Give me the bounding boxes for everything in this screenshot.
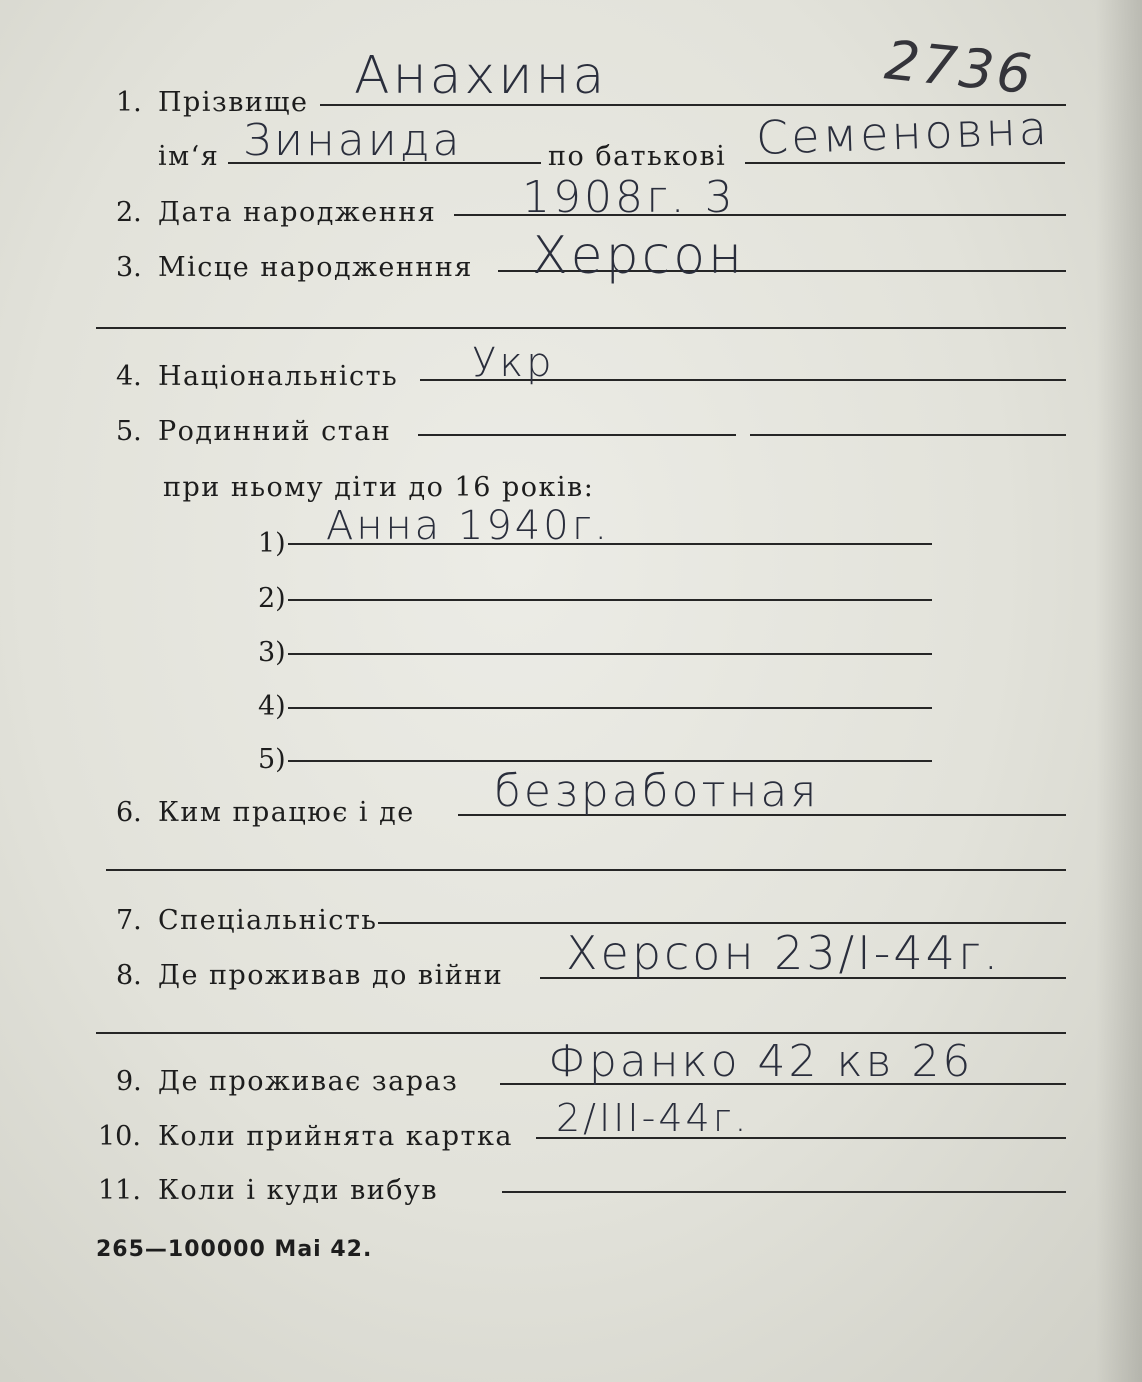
marital-label: Родинний стан <box>158 416 392 447</box>
child-5-marker: 5) <box>258 744 286 775</box>
birth-place-line-2 <box>96 327 1066 329</box>
work-value: безработная <box>494 766 820 817</box>
work-line-2 <box>106 869 1066 871</box>
field-11-number: 11. <box>98 1175 141 1206</box>
nationality-label: Національність <box>158 361 399 392</box>
field-1-number: 1. <box>116 87 142 118</box>
patronymic-label: по батькові <box>548 141 727 172</box>
children-heading: при ньому діти до 16 років: <box>163 472 595 503</box>
departed-label: Коли і куди вибув <box>158 1175 439 1206</box>
prewar-line-2 <box>96 1032 1066 1034</box>
child-4-marker: 4) <box>258 691 286 722</box>
birth-date-value: 1908г. 3 <box>522 172 736 223</box>
specialty-line <box>378 922 1066 924</box>
birth-place-label: Місце народженння <box>158 252 473 283</box>
child-2-marker: 2) <box>258 583 286 614</box>
field-4-number: 4. <box>116 361 142 392</box>
field-8-number: 8. <box>116 960 142 991</box>
child-1-value: Анна 1940г. <box>326 503 611 549</box>
paper-shadow-edge <box>1096 0 1142 1382</box>
field-6-number: 6. <box>116 797 142 828</box>
archive-number: 2736 <box>882 28 1038 107</box>
prewar-value: Херсон 23/I-44г. <box>566 926 1002 980</box>
first-name-value: Зинаида <box>243 115 463 166</box>
child-4-line <box>288 707 932 709</box>
field-2-number: 2. <box>116 197 142 228</box>
specialty-label: Спеціальність <box>158 905 378 936</box>
child-5-line <box>288 760 932 762</box>
current-label: Де проживає зараз <box>158 1066 459 1097</box>
child-2-line <box>288 599 932 601</box>
field-10-number: 10. <box>98 1121 141 1152</box>
footer-print-mark: 265—100000 Mai 42. <box>96 1237 373 1262</box>
field-7-number: 7. <box>116 905 142 936</box>
accepted-value: 2/III-44г. <box>556 1096 750 1140</box>
field-5-number: 5. <box>116 416 142 447</box>
accepted-label: Коли прийнята картка <box>158 1121 513 1152</box>
field-3-number: 3. <box>116 252 142 283</box>
work-label: Ким працює і де <box>158 797 415 828</box>
departed-line <box>502 1191 1066 1193</box>
surname-label: Прізвище <box>158 87 309 118</box>
prewar-label: Де проживав до війни <box>158 960 504 991</box>
marital-line-right <box>750 434 1066 436</box>
patronymic-value: Семеновна <box>755 100 1051 165</box>
field-9-number: 9. <box>116 1066 142 1097</box>
child-1-marker: 1) <box>258 528 286 559</box>
birth-place-value: Херсон <box>532 226 746 286</box>
child-3-marker: 3) <box>258 637 286 668</box>
child-3-line <box>288 653 932 655</box>
birth-date-label: Дата народження <box>158 197 437 228</box>
nationality-value: Укр <box>472 340 555 386</box>
current-value: Франко 42 кв 26 <box>548 1036 974 1087</box>
first-name-label: ім‘я <box>158 141 220 172</box>
marital-line-left <box>418 434 736 436</box>
surname-value: Анахина <box>354 46 608 106</box>
